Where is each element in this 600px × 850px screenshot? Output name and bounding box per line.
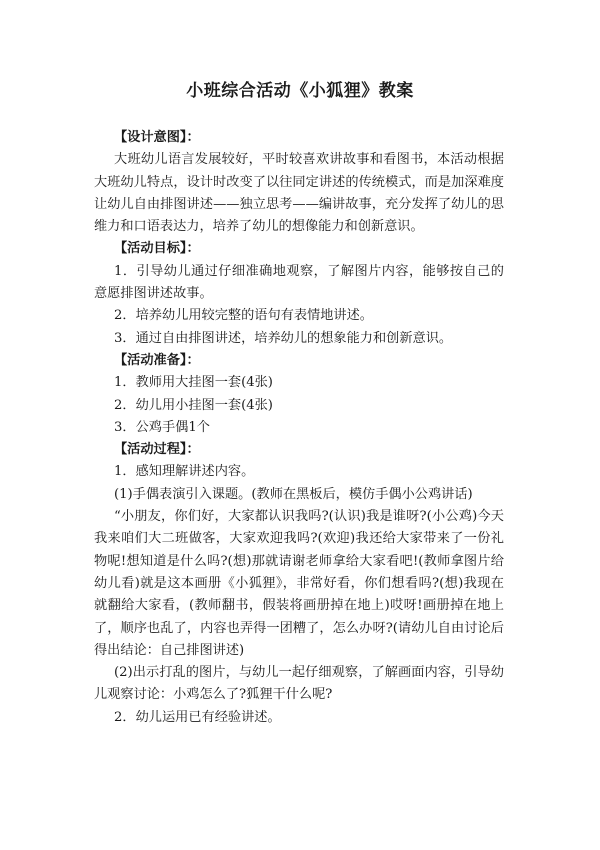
document-body	[94, 127, 504, 729]
process-quote: “小朋友，你们好，大家都认识我吗?(认识)我是谁呀?(小公鸡)今天我来咱们大二班做客，大家欢迎我吗?(欢迎)我还给大家带来了一份礼物呢!想知道是什么吗?(想)那就请谢老师拿给大家看吧!(教师拿图片给幼儿看)就是这本画册《小狐狸》，非常好看，你们想看吗?(想)我现在就翻给大家看，(教师翻书，假装将画册掉在地上)哎呀!画册掉在地上了，顺序也乱了，内容也弄得一团糟了，怎么办呀?(请幼儿自由讨论后得出结论：自己排图讲述)	[94, 509, 504, 658]
document-title: 小班综合活动《小狐狸》教案	[186, 81, 414, 101]
goals-heading: 【活动目标】：	[114, 241, 200, 257]
goal-item-3: 3．通过自由排图讲述，培养幼儿的想象能力和创新意识。	[114, 330, 453, 346]
prep-item-2: 2．幼儿用小挂图一套(4张)	[114, 397, 273, 413]
goal-item-2: 2．培养幼儿用较完整的语句有表情地讲述。	[114, 308, 373, 324]
process-step-1: 1．感知理解讲述内容。	[114, 464, 255, 480]
process-heading: 【活动过程】：	[114, 442, 200, 458]
prep-item-1: 1．教师用大挂图一套(4张)	[114, 375, 273, 391]
process-sub-1: (1)手偶表演引入课题。(教师在黑板后，模仿手偶小公鸡讲话)	[114, 486, 473, 502]
goal-item-1: 1．引导幼儿通过仔细准确地观察，了解图片内容，能够按自己的意愿排图讲述故事。	[94, 263, 504, 302]
design-heading: 【设计意图】：	[114, 130, 200, 145]
process-step-2: 2．幼儿运用已有经验讲述。	[114, 709, 281, 725]
prep-item-3: 3．公鸡手偶1个	[114, 419, 210, 435]
prep-heading: 【活动准备】：	[114, 352, 200, 368]
process-sub-2: (2)出示打乱的图片，与幼儿一起仔细观察，了解画面内容，引导幼儿观察讨论：小鸡怎么了?狐狸干什么呢?	[94, 665, 504, 703]
design-paragraph: 大班幼儿语言发展较好，平时较喜欢讲故事和看图书，本活动根据大班幼儿特点，设计时改变了以往同定讲述的传统模式，而是加深难度让幼儿自由排图讲述——独立思考——编讲故事，充分发挥了幼儿的思维力和口语表达力，培养了幼儿的想像能力和创新意识。	[94, 152, 504, 235]
